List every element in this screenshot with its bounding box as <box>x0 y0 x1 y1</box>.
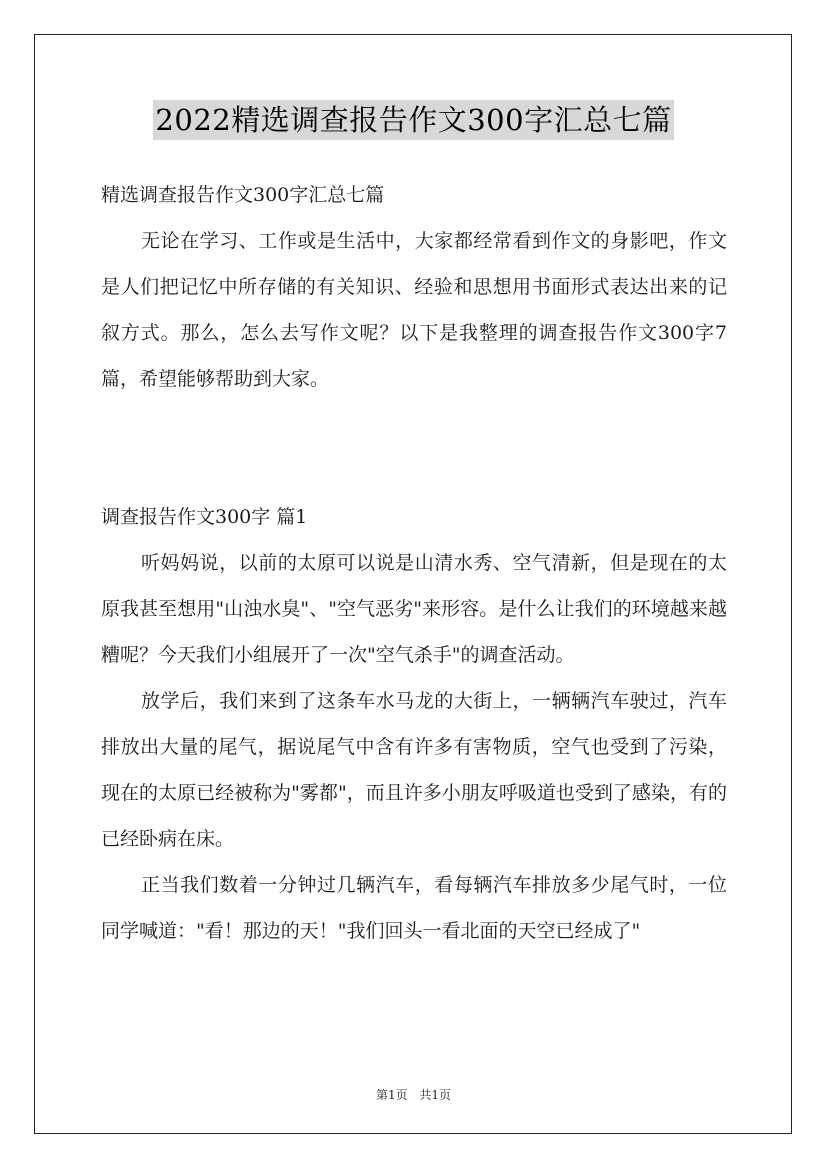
page-number-current: 第1页 <box>375 1088 408 1102</box>
document-subtitle: 精选调查报告作文300字汇总七篇 <box>101 184 385 206</box>
section-heading: 调查报告作文300字 篇1 <box>101 506 308 528</box>
page-number-total: 共1页 <box>419 1088 452 1102</box>
body-paragraph-1: 听妈妈说，以前的太原可以说是山清水秀、空气清新，但是现在的太原我甚至想用"山浊水臭"、"空气恶劣"来形容。是什么让我们的环境越来越糟呢？今天我们小组展开了一次"空气杀手"的调查活动。 <box>101 552 727 666</box>
document-body <box>101 172 727 954</box>
title-container <box>0 100 827 140</box>
body-paragraph-2: 放学后，我们来到了这条车水马龙的大街上，一辆辆汽车驶过，汽车排放出大量的尾气，据说尾气中含有许多有害物质，空气也受到了污染，现在的太原已经被称为"雾都"，而且许多小朋友呼吸道也受到了感染，有的已经卧病在床。 <box>101 690 727 850</box>
body-paragraph-3: 正当我们数着一分钟过几辆汽车，看每辆汽车排放多少尾气时，一位同学喊道："看！那边的天！"我们回头一看北面的天空已经成了" <box>101 874 727 942</box>
page-footer <box>0 1086 827 1103</box>
document-title: 2022精选调查报告作文300字汇总七篇 <box>153 100 673 140</box>
intro-paragraph: 无论在学习、工作或是生活中，大家都经常看到作文的身影吧，作文是人们把记忆中所存储的有关知识、经验和思想用书面形式表达出来的记叙方式。那么，怎么去写作文呢？以下是我整理的调查报告作文300字7篇，希望能够帮助到大家。 <box>101 230 727 390</box>
